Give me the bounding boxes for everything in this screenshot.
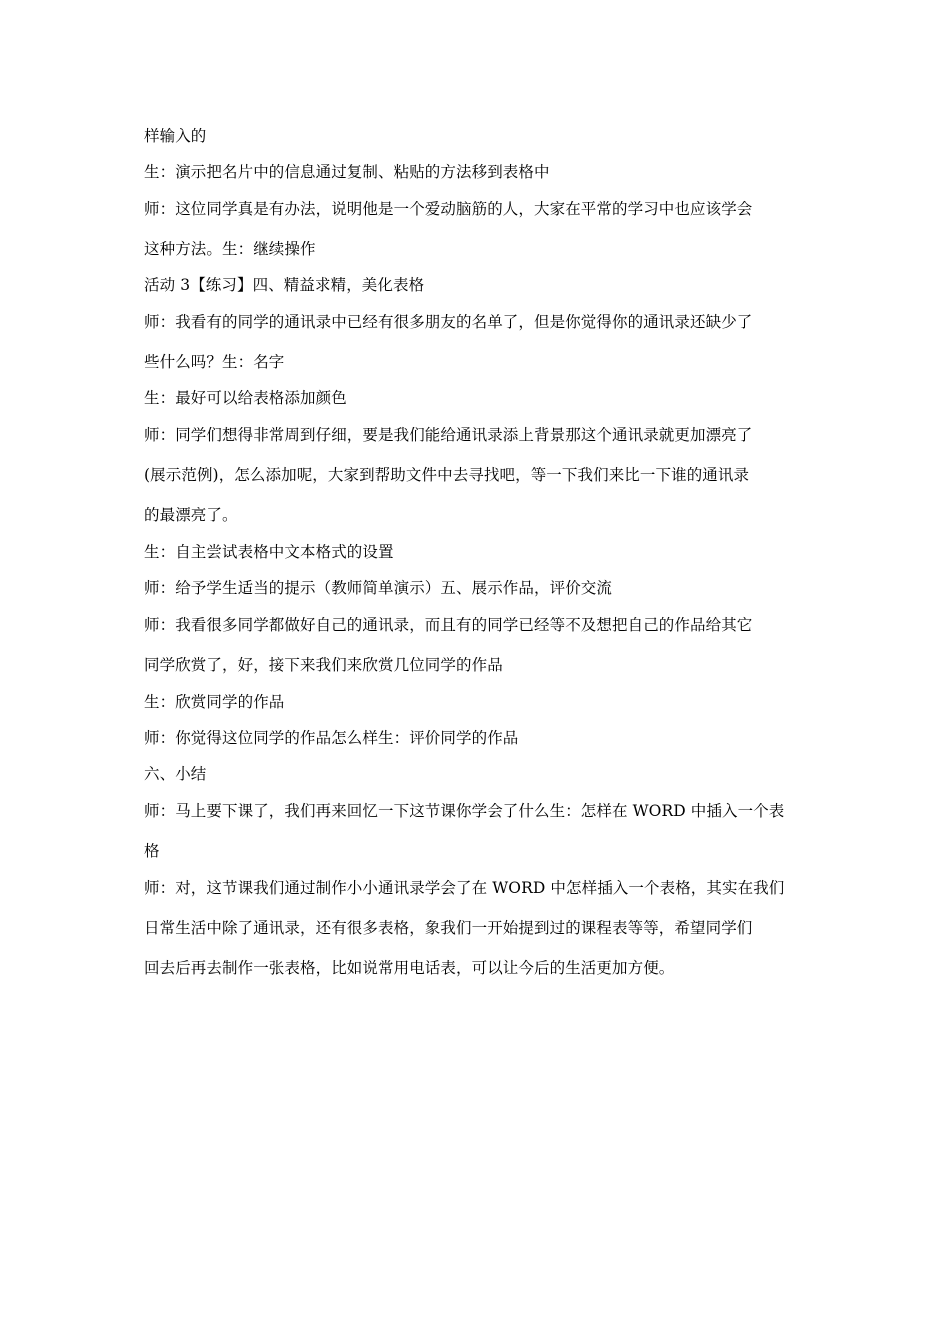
text-line: 的最漂亮了。 xyxy=(144,506,238,524)
text-line: 生：最好可以给表格添加颜色 xyxy=(144,389,347,407)
text-line: 师：对，这节课我们通过制作小小通讯录学会了在 WORD 中怎样插入一个表格，其实在我们 xyxy=(144,879,785,897)
text-line: 样输入的 xyxy=(144,127,207,145)
text-line: 师：你觉得这位同学的作品怎么样生：评价同学的作品 xyxy=(144,729,519,747)
text-line: 师：这位同学真是有办法，说明他是一个爱动脑筋的人，大家在平常的学习中也应该学会 xyxy=(144,200,753,218)
text-line: 回去后再去制作一张表格，比如说常用电话表，可以让今后的生活更加方便。 xyxy=(144,959,675,977)
text-line: 师：我看很多同学都做好自己的通讯录，而且有的同学已经等不及想把自己的作品给其它 xyxy=(144,616,753,634)
text-line: 格 xyxy=(144,842,160,860)
text-line: 六、小结 xyxy=(144,765,207,783)
text-line: 师：给予学生适当的提示（教师简单演示）五、展示作品，评价交流 xyxy=(144,579,613,597)
text-line: (展示范例)，怎么添加呢，大家到帮助文件中去寻找吧，等一下我们来比一下谁的通讯录 xyxy=(144,466,750,484)
text-line: 日常生活中除了通讯录，还有很多表格，象我们一开始提到过的课程表等等，希望同学们 xyxy=(144,919,753,937)
text-line: 生：演示把名片中的信息通过复制、粘贴的方法移到表格中 xyxy=(144,163,550,181)
text-line: 生：欣赏同学的作品 xyxy=(144,693,285,711)
text-line: 活动 3【练习】四、精益求精，美化表格 xyxy=(144,276,425,294)
text-line: 些什么吗？生：名字 xyxy=(144,353,285,371)
text-line: 师：同学们想得非常周到仔细，要是我们能给通讯录添上背景那这个通讯录就更加漂亮了 xyxy=(144,426,753,444)
text-line: 这种方法。生：继续操作 xyxy=(144,240,316,258)
text-line: 同学欣赏了，好，接下来我们来欣赏几位同学的作品 xyxy=(144,656,503,674)
text-line: 师：我看有的同学的通讯录中已经有很多朋友的名单了，但是你觉得你的通讯录还缺少了 xyxy=(144,313,753,331)
text-line: 师：马上要下课了，我们再来回忆一下这节课你学会了什么生：怎样在 WORD 中插入一个表 xyxy=(144,802,785,820)
text-line: 生：自主尝试表格中文本格式的设置 xyxy=(144,543,394,561)
